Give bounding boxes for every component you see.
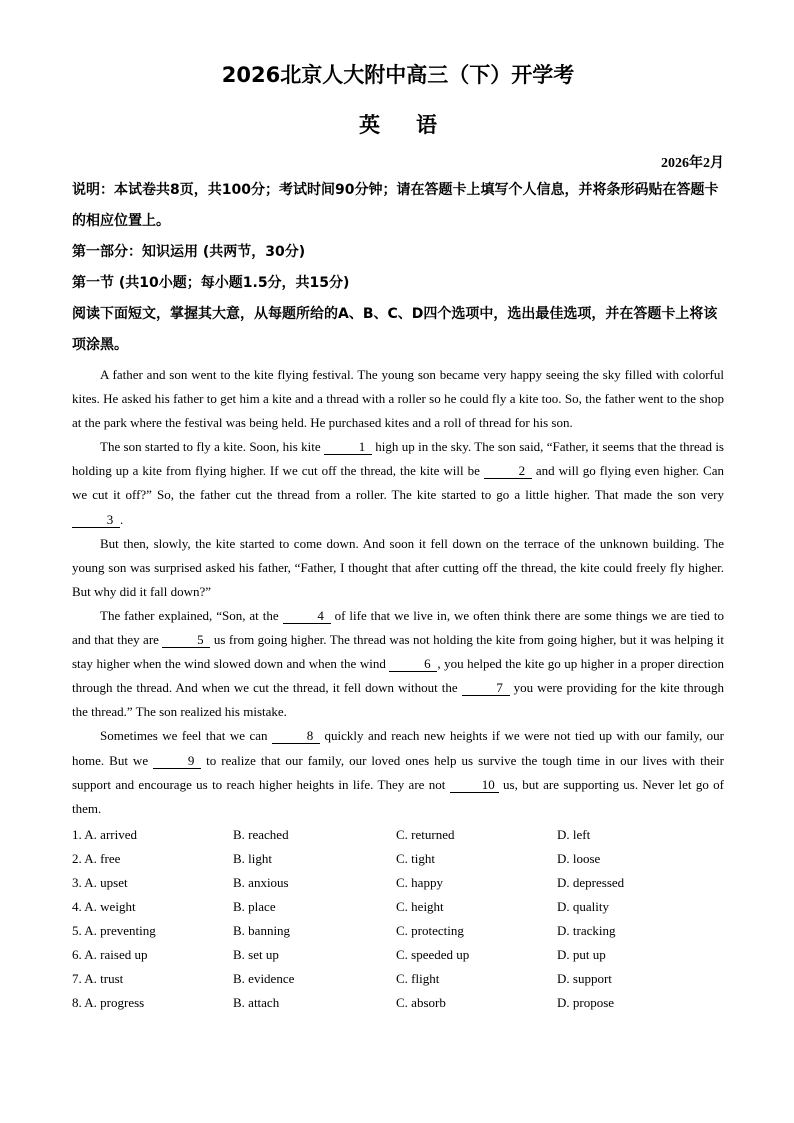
option-c: C. tight [396, 850, 436, 866]
answer-blank: 6 [389, 656, 437, 672]
option-d: D. propose [557, 995, 615, 1011]
paragraph [72, 435, 724, 531]
option-a: 4. A. weight [72, 899, 136, 915]
option-d: D. loose [557, 850, 601, 866]
answer-blank: 2 [484, 463, 532, 479]
option-c: C. height [396, 899, 444, 915]
option-d: D. put up [557, 947, 606, 963]
option-d: D. support [557, 971, 612, 987]
option-row [72, 991, 724, 1015]
cloze-passage [72, 363, 724, 821]
option-row [72, 943, 724, 967]
option-row [72, 823, 724, 847]
answer-blank: 1 [324, 439, 372, 455]
option-d: D. quality [557, 899, 609, 915]
paragraph: But then, slowly, the kite started to come down. And soon it fell down on the terrace of the unknown building. The young son was surprised asked his father, “Father, I thought that after cutting off the thread, the kite could freely fly higher. But why did it fall down?” [72, 535, 724, 599]
passage-text: high up in the sky. The son said, “Father, it seems that the thread is holding up a kite from flying higher. If we cut off the thread, the kite will be [72, 439, 724, 479]
option-b: B. set up [233, 947, 279, 963]
option-c: C. flight [396, 971, 440, 987]
answer-blank: 7 [462, 680, 510, 696]
option-c: C. absorb [396, 995, 446, 1011]
paragraph: A father and son went to the kite flying festival. The young son became very happy seeing the sky filled with colorful kites. He asked his father to get him a kite and a thread with a roller so he could fly a kite too. So, the father went to the shop at the park where the festival was being held. He purchased kites and a roll of thread for his son. [72, 367, 724, 431]
option-a: 2. A. free [72, 850, 121, 866]
passage-text: you were providing for the kite through the thread.” The son realized his mistake. [72, 680, 724, 720]
option-row [72, 919, 724, 943]
passage-text: The father explained, “Son, at the [100, 607, 283, 623]
passage-text: us, but are supporting us. Never let go of them. [72, 776, 724, 816]
passage-text: quickly and reach new heights if we were not tied up with our family, our home. But we [72, 728, 725, 768]
option-d: D. left [557, 826, 591, 842]
option-c: C. returned [396, 826, 455, 842]
section-heading: 第一节 (共10小题；每小题1.5分，共15分) [72, 275, 350, 291]
part-heading: 第一部分：知识运用 (共两节，30分) [72, 244, 306, 260]
answer-blank: 10 [450, 777, 499, 793]
option-a: 1. A. arrived [72, 826, 137, 842]
option-b: B. anxious [233, 874, 289, 890]
option-row [72, 871, 724, 895]
option-d: D. tracking [557, 923, 616, 939]
answer-blank: 3 [72, 512, 120, 528]
option-b: B. place [233, 899, 276, 915]
exam-date: 2026年2月 [661, 156, 724, 171]
option-a: 6. A. raised up [72, 947, 148, 963]
option-a: 8. A. progress [72, 995, 145, 1011]
option-row [72, 847, 724, 871]
passage-text: , you helped the kite go up higher in a proper direction through the thread. And when we cut the thread, it fell down without the [72, 656, 724, 696]
passage-text: us from going higher. The thread was not holding the kite from going higher, but it was helping it stay higher when the wind slowed down and when the wind [72, 632, 725, 672]
answer-blank: 8 [272, 728, 320, 744]
option-c: C. protecting [396, 923, 464, 939]
option-b: B. attach [233, 995, 280, 1011]
option-a: 7. A. trust [72, 971, 124, 987]
option-d: D. depressed [557, 874, 625, 890]
passage-text: of life that we live in, we often think there are some things we are tied to and that they are [72, 607, 724, 648]
instructions [72, 175, 724, 361]
option-c: C. speeded up [396, 947, 470, 963]
option-b: B. banning [233, 923, 291, 939]
option-b: B. evidence [233, 971, 295, 987]
answer-blank: 4 [283, 608, 331, 624]
answer-blank: 5 [162, 632, 210, 648]
answer-blank: 9 [153, 753, 201, 769]
exam-page [72, 60, 724, 1016]
passage-text: Sometimes we feel that we can [100, 728, 273, 744]
option-row [72, 967, 724, 991]
passage-text: . [120, 511, 124, 527]
option-b: B. reached [233, 826, 289, 842]
option-a: 3. A. upset [72, 874, 128, 890]
option-b: B. light [233, 850, 273, 866]
passage-text: and will go flying even higher. Can we cut it off?” So, the father cut the thread from a roller. The kite started to go a little higher. That made the son very [72, 463, 724, 503]
passage-text: The son started to fly a kite. Soon, his kite [100, 439, 324, 455]
option-c: C. happy [396, 874, 443, 890]
passage-text: to realize that our family, our loved ones help us survive the tough time in our lives with their support and encourage us to reach higher heights in life. They are not [72, 752, 724, 792]
paragraph [72, 604, 724, 724]
option-row [72, 895, 724, 919]
directions: 阅读下面短文，掌握其大意，从每题所给的A、B、C、D四个选项中，选出最佳选项，并在答题卡上将该项涂黑。 [72, 306, 718, 353]
answer-options [72, 823, 724, 1016]
paragraph [72, 724, 724, 820]
exam-note: 说明：本试卷共8页，共100分；考试时间90分钟；请在答题卡上填写个人信息，并将条形码贴在答题卡的相应位置上。 [72, 182, 719, 229]
exam-title: 2026北京人大附中高三（下）开学考 [221, 63, 575, 87]
subject-title: 英语 [359, 113, 473, 137]
option-a: 5. A. preventing [72, 923, 156, 939]
